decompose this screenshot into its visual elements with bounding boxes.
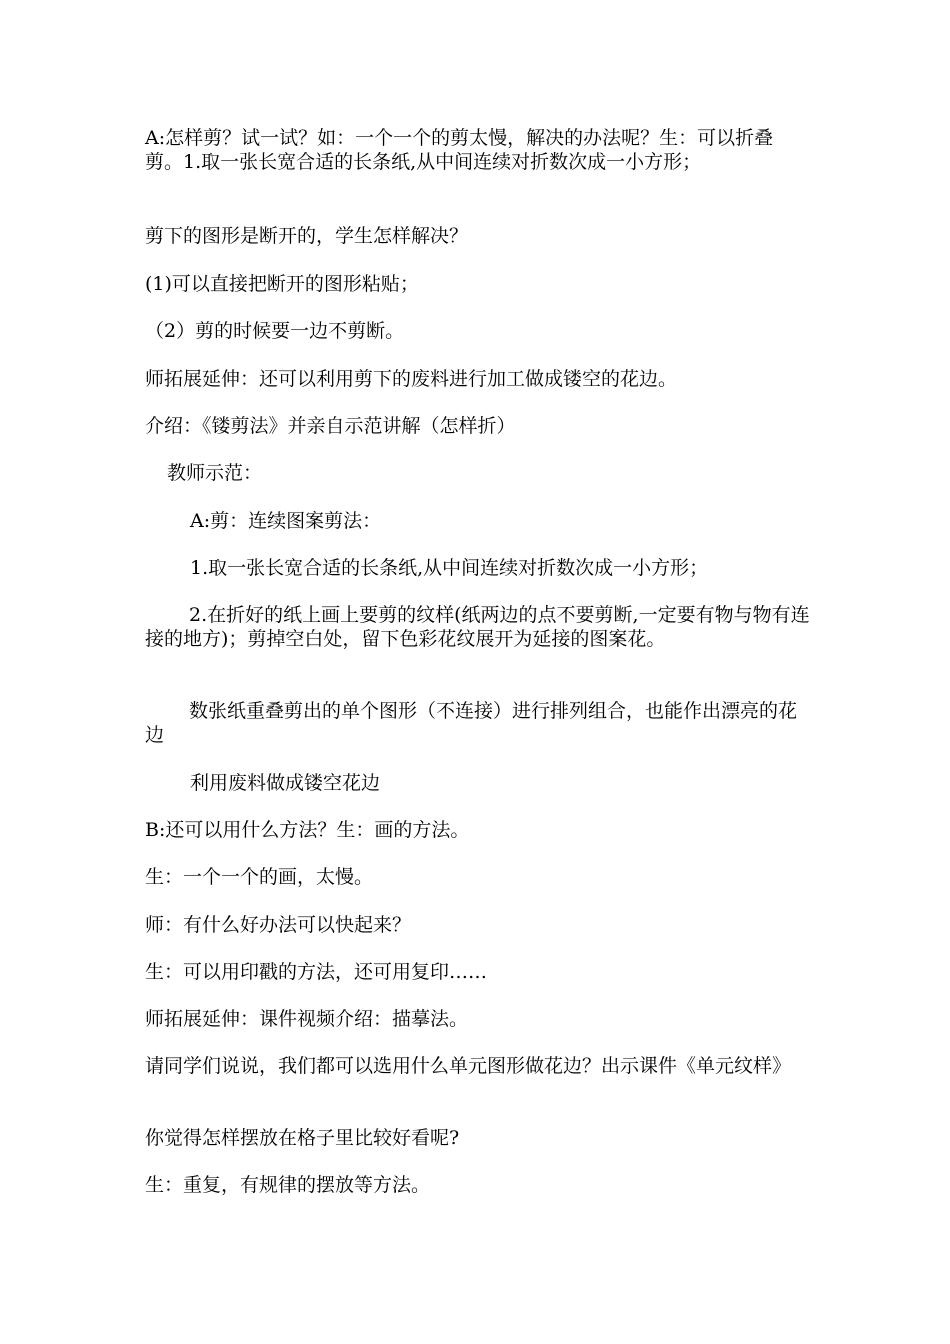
paragraph-13: B:还可以用什么方法？生：画的方法。 [145,819,470,841]
paragraph-10: 2.在折好的纸上画上要剪的纹样(纸两边的点不要剪断,一定要有物与物有连接的地方)；剪掉空白处，留下色彩花纹展开为延接的图案花。 [145,604,810,650]
paragraph-1: A:怎样剪？试一试？如：一个一个的剪太慢，解决的办法呢？生：可以折叠剪。1.取一张长宽合适的长条纸,从中间连续对折数次成一小方形； [145,127,774,173]
paragraph-5: 师拓展延伸：还可以利用剪下的废料进行加工做成镂空的花边。 [145,368,678,390]
paragraph-14: 生：一个一个的画，太慢。 [145,866,374,888]
paragraph-4: （2）剪的时候要一边不剪断。 [145,320,405,342]
paragraph-2: 剪下的图形是断开的，学生怎样解决？ [145,225,469,247]
paragraph-18: 请同学们说说，我们都可以选用什么单元图形做花边？出示课件《单元纹样》 [145,1055,792,1077]
paragraph-11: 数张纸重叠剪出的单个图形（不连接）进行排列组合，也能作出漂亮的花边 [145,700,798,746]
paragraph-7: 教师示范： [167,462,263,484]
paragraph-12: 利用废料做成镂空花边 [190,772,381,794]
paragraph-19: 你觉得怎样摆放在格子里比较好看呢? [145,1127,460,1149]
paragraph-17: 师拓展延伸：课件视频介绍：描摹法。 [145,1008,469,1030]
paragraph-3: (1)可以直接把断开的图形粘贴； [145,273,419,295]
paragraph-9: 1.取一张长宽合适的长条纸,从中间连续对折数次成一小方形； [190,557,709,579]
paragraph-16: 生：可以用印戳的方法，还可用复印…… [145,961,488,983]
paragraph-8: A:剪：连续图案剪法： [190,510,382,532]
paragraph-6: 介绍：《镂剪法》并亲自示范讲解（怎样折） [145,415,516,437]
paragraph-20: 生：重复，有规律的摆放等方法。 [145,1174,431,1196]
paragraph-15: 师：有什么好办法可以快起来？ [145,914,412,936]
